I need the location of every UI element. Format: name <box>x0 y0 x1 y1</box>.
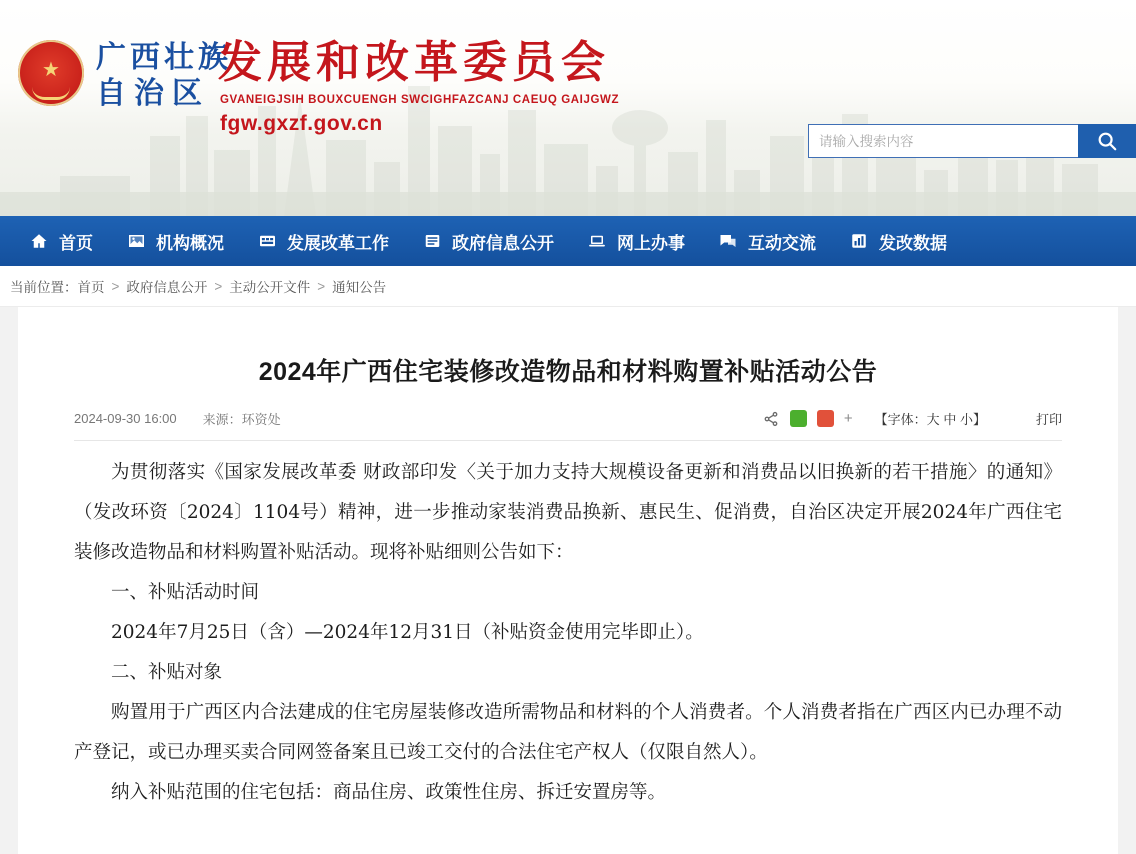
font-size-label-end: 】 <box>972 412 986 427</box>
region-name-line2: 自治区 <box>96 76 210 111</box>
search-icon <box>1096 130 1118 152</box>
breadcrumb <box>0 266 1136 307</box>
article-paragraph: 购置用于广西区内合法建成的住宅房屋装修改造所需物品和材料的个人消费者。个人消费者指在广西区内已办理不动产登记，或已办理买卖合同网签备案且已竣工交付的合法住宅产权人（仅限自然人）。 <box>74 702 1062 763</box>
building-icon <box>256 231 278 251</box>
article-paragraph: 为贯彻落实《国家发展改革委 财政部印发〈关于加力支持大规模设备更新和消费品以旧换新的若干措施〉的通知》（发改环资〔2024〕1104号）精神，进一步推动家装消费品换新、惠民生、促消费，自治区决定开展2024年广西住宅装修改造物品和材料购置补贴活动。现将补贴细则公告如下： <box>74 462 1062 563</box>
wechat-icon[interactable] <box>790 410 807 427</box>
article-body <box>74 441 1062 813</box>
nav-item-interaction[interactable] <box>707 216 838 266</box>
main-navigation[interactable] <box>0 216 1136 266</box>
article-source: 来源：环资处 <box>202 412 281 427</box>
home-icon <box>28 231 50 251</box>
breadcrumb-item-public-docs[interactable]: 主动公开文件 <box>229 280 311 295</box>
breadcrumb-separator: > <box>111 278 120 294</box>
department-title: 发展和改革委员会 <box>218 38 610 87</box>
nav-item-organization[interactable] <box>115 216 246 266</box>
search-input[interactable] <box>808 124 1078 158</box>
region-name-line1: 广西壮族 <box>96 40 232 75</box>
page-title: 2024年广西住宅装修改造物品和材料购置补贴活动公告 <box>258 358 878 386</box>
laptop-icon <box>586 231 608 251</box>
breadcrumb-item-announcements[interactable]: 通知公告 <box>332 280 387 295</box>
share-icon[interactable] <box>763 410 780 427</box>
nav-label: 首页 <box>59 233 93 253</box>
print-button[interactable]: 打印 <box>1035 412 1062 427</box>
image-icon <box>125 231 147 251</box>
article-paragraph: 一、补贴活动时间 <box>111 582 260 603</box>
font-size-large[interactable]: 大 <box>926 412 940 427</box>
nav-label: 网上办事 <box>617 233 685 253</box>
breadcrumb-item-gov-info[interactable]: 政府信息公开 <box>126 280 208 295</box>
site-header <box>0 0 1136 216</box>
nav-label: 机构概况 <box>156 233 224 253</box>
plus-icon[interactable]: + <box>843 410 853 427</box>
article-meta <box>74 409 1062 441</box>
site-url[interactable]: fgw.gxzf.gov.cn <box>220 112 383 135</box>
nav-label: 发改数据 <box>879 233 947 253</box>
national-emblem-icon: ★ <box>18 40 84 106</box>
font-size-medium[interactable]: 中 <box>943 412 957 427</box>
nav-item-gov-info[interactable] <box>411 216 576 266</box>
chart-icon <box>848 231 870 251</box>
page-body <box>0 307 1136 854</box>
breadcrumb-prefix: 当前位置： <box>10 280 78 295</box>
article-paragraph: 二、补贴对象 <box>111 662 223 683</box>
article-paragraph: 2024年7月25日（含）—2024年12月31日（补贴资金使用完毕即止）。 <box>111 622 704 643</box>
nav-label: 政府信息公开 <box>452 233 554 253</box>
article-container <box>18 307 1118 854</box>
font-size-control[interactable] <box>875 409 986 428</box>
publish-date: 2024-09-30 16:00 <box>74 411 177 426</box>
font-size-small[interactable]: 小 <box>959 412 973 427</box>
doc-icon <box>421 231 443 251</box>
font-size-label: 【字体： <box>874 412 927 427</box>
nav-label: 互动交流 <box>748 233 816 253</box>
nav-item-data[interactable] <box>838 216 969 266</box>
article-tools <box>763 409 1062 428</box>
nav-label: 发展改革工作 <box>287 233 389 253</box>
breadcrumb-separator: > <box>317 278 326 294</box>
search-button[interactable] <box>1078 124 1136 158</box>
region-name <box>96 40 232 112</box>
nav-item-home[interactable] <box>18 216 115 266</box>
chat-icon <box>717 231 739 251</box>
article-paragraph: 纳入补贴范围的住宅包括：商品住房、政策性住房、拆迁安置房等。 <box>111 782 667 803</box>
breadcrumb-separator: > <box>214 278 223 294</box>
site-search[interactable] <box>808 124 1136 158</box>
breadcrumb-item-home[interactable]: 首页 <box>77 280 105 295</box>
nav-item-reform-work[interactable] <box>246 216 411 266</box>
weibo-icon[interactable] <box>817 410 834 427</box>
department-pinyin: GVANEIGJSIH BOUXCUENGH SWCIGHFAZCANJ CAEUQ GAIJGWZ <box>220 94 620 106</box>
nav-item-online-service[interactable] <box>576 216 707 266</box>
